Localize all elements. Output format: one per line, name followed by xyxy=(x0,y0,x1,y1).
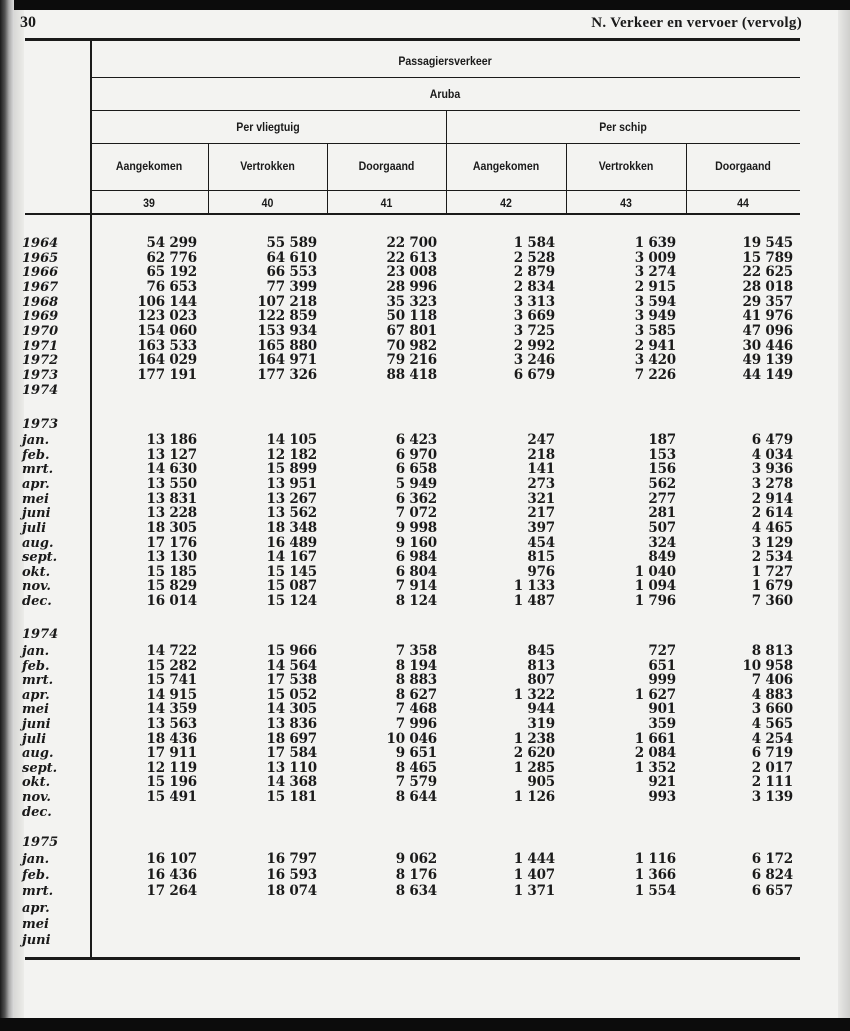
next-page-edge xyxy=(838,10,850,1020)
table-cell: 141 xyxy=(527,461,555,478)
table-cell: 1 679 xyxy=(751,578,793,595)
row-label: 1964 xyxy=(22,236,59,251)
table-cell: 107 218 xyxy=(257,293,317,310)
table-cell: 1 133 xyxy=(513,578,555,595)
row-label: mrt. xyxy=(22,462,54,478)
table-cell: 454 xyxy=(527,534,555,551)
table-cell: 14 368 xyxy=(266,774,317,791)
table-cell: 3 585 xyxy=(634,323,676,339)
table-cell: 3 129 xyxy=(751,534,793,551)
table-cell: 16 593 xyxy=(266,867,317,884)
table-cell: 8 194 xyxy=(395,657,437,674)
table-cell: 14 564 xyxy=(266,657,317,674)
table-cell: 15 789 xyxy=(742,249,793,266)
table-cell: 7 579 xyxy=(395,774,437,791)
table-cell: 2 528 xyxy=(513,249,555,266)
table-cell: 1 487 xyxy=(513,593,555,609)
table-cell: 13 951 xyxy=(266,475,317,492)
table-cell: 15 145 xyxy=(266,563,317,580)
row-label: dec. xyxy=(22,594,52,609)
table-cell: 1 407 xyxy=(513,867,555,884)
column-header: Doorgaand xyxy=(715,159,771,173)
table-cell: 1 371 xyxy=(513,883,555,900)
table-cell: 122 859 xyxy=(257,308,317,325)
table-cell: 14 630 xyxy=(146,461,197,478)
table-cell: 3 313 xyxy=(513,293,555,310)
row-label: 1972 xyxy=(22,353,59,369)
table-cell: 15 181 xyxy=(266,789,317,805)
table-cell: 1 238 xyxy=(513,730,555,747)
table-cell: 17 176 xyxy=(146,534,197,551)
table-cell: 10 958 xyxy=(742,657,793,674)
table-cell: 15 741 xyxy=(146,672,197,689)
table-cell: 845 xyxy=(527,643,555,659)
bottom-rule xyxy=(25,957,800,960)
table-cell: 164 971 xyxy=(257,352,317,369)
table-cell: 807 xyxy=(527,672,555,689)
table-cell: 3 949 xyxy=(634,308,676,325)
row-label: 1969 xyxy=(22,309,59,325)
table-cell: 13 563 xyxy=(146,716,197,732)
running-head: N. Verkeer en vervoer (vervolg) xyxy=(591,15,802,31)
row-label: apr. xyxy=(22,687,50,703)
table-cell: 187 xyxy=(648,432,676,448)
table-cell: 6 657 xyxy=(751,883,793,900)
table-cell: 9 062 xyxy=(395,851,437,867)
table-cell: 12 182 xyxy=(266,446,317,463)
row-label: mei xyxy=(22,491,49,507)
row-label: dec. xyxy=(22,804,52,820)
table-cell: 562 xyxy=(648,475,676,492)
row-label: 1973 xyxy=(22,368,59,383)
table-cell: 49 139 xyxy=(742,352,793,369)
row-label: apr. xyxy=(22,476,50,492)
table-cell: 397 xyxy=(527,519,555,536)
table-cell: 14 167 xyxy=(266,549,317,566)
table-cell: 8 627 xyxy=(395,686,437,703)
table-cell: 153 xyxy=(648,446,676,463)
table-cell: 18 348 xyxy=(266,519,317,536)
table-cell: 22 613 xyxy=(386,249,437,266)
table-cell: 6 479 xyxy=(751,432,793,448)
table-cell: 15 052 xyxy=(266,686,317,703)
row-label: 1971 xyxy=(22,338,59,354)
table-cell: 4 565 xyxy=(751,716,793,732)
table-cell: 17 584 xyxy=(266,745,317,762)
row-label: feb. xyxy=(22,658,50,674)
column-number: 44 xyxy=(737,196,749,210)
table-cell: 2 017 xyxy=(751,759,793,776)
table-cell: 64 610 xyxy=(266,249,317,266)
table-cell: 28 018 xyxy=(742,279,793,295)
table-cell: 17 538 xyxy=(266,672,317,689)
table-cell: 944 xyxy=(527,701,555,718)
table-cell: 813 xyxy=(527,657,555,674)
table-cell: 15 124 xyxy=(266,593,317,609)
table-cell: 2 534 xyxy=(751,549,793,566)
scan-top-border xyxy=(0,0,850,10)
row-label: juni xyxy=(22,933,51,948)
table-cell: 1 285 xyxy=(513,759,555,776)
table-cell: 999 xyxy=(648,672,676,689)
table-cell: 15 196 xyxy=(146,774,197,791)
table-cell: 3 420 xyxy=(634,352,676,369)
table-cell: 28 996 xyxy=(386,279,437,295)
table-cell: 2 111 xyxy=(751,774,793,791)
row-label: aug. xyxy=(22,746,54,762)
table-cell: 1 040 xyxy=(634,563,676,580)
table-cell: 15 491 xyxy=(146,789,197,805)
table-cell: 651 xyxy=(648,657,676,674)
table-cell: 273 xyxy=(527,475,555,492)
column-rule xyxy=(208,143,209,214)
table-cell: 7 358 xyxy=(395,643,437,659)
table-cell: 1 639 xyxy=(634,235,676,251)
table-cell: 8 176 xyxy=(395,867,437,884)
table-cell: 1 796 xyxy=(634,593,676,609)
table-cell: 277 xyxy=(648,490,676,507)
table-cell: 1 094 xyxy=(634,578,676,595)
table-cell: 8 644 xyxy=(395,789,437,805)
row-label: aug. xyxy=(22,535,54,551)
stub-rule xyxy=(90,40,92,960)
mode-heading-air: Per vliegtuig xyxy=(236,120,300,134)
column-number: 42 xyxy=(500,196,512,210)
table-cell: 2 620 xyxy=(513,745,555,762)
header-rule xyxy=(90,143,800,144)
table-cell: 849 xyxy=(648,549,676,566)
table-cell: 319 xyxy=(527,716,555,732)
period-heading: 1973 xyxy=(22,417,59,432)
table-cell: 1 126 xyxy=(513,789,555,805)
table-cell: 507 xyxy=(648,519,676,536)
book-binding xyxy=(0,0,14,1031)
table-cell: 165 880 xyxy=(257,337,317,354)
table-cell: 8 813 xyxy=(751,643,793,659)
row-label: juli xyxy=(22,731,47,747)
table-cell: 6 362 xyxy=(395,490,437,507)
header-rule xyxy=(90,77,800,78)
column-number: 40 xyxy=(261,196,274,210)
table-cell: 7 406 xyxy=(751,672,793,689)
table-cell: 177 326 xyxy=(257,367,317,383)
table-cell: 2 614 xyxy=(751,505,793,522)
table-cell: 50 118 xyxy=(386,308,437,325)
table-cell: 15 899 xyxy=(266,461,317,478)
table-cell: 3 660 xyxy=(751,701,793,718)
row-label: sept. xyxy=(22,760,58,776)
row-label: 1966 xyxy=(22,265,59,281)
table-cell: 3 274 xyxy=(634,264,676,281)
table-cell: 1 366 xyxy=(634,867,676,884)
table-cell: 29 357 xyxy=(742,293,793,310)
table-cell: 6 824 xyxy=(751,867,793,884)
table-cell: 163 533 xyxy=(137,337,197,354)
table-cell: 281 xyxy=(648,505,676,522)
row-label: okt. xyxy=(22,775,51,791)
table-cell: 79 216 xyxy=(386,352,437,369)
table-cell: 993 xyxy=(648,789,676,805)
row-label: mei xyxy=(22,916,49,932)
table-cell: 9 998 xyxy=(395,519,437,536)
column-rule xyxy=(446,110,447,214)
row-label: apr. xyxy=(22,900,50,916)
row-label: mrt. xyxy=(22,673,54,689)
table-cell: 6 679 xyxy=(513,367,555,383)
table-cell: 1 322 xyxy=(513,686,555,703)
table-cell: 218 xyxy=(527,446,555,463)
scan-bottom-border xyxy=(0,1018,850,1031)
table-cell: 4 034 xyxy=(751,446,793,463)
table-cell: 17 911 xyxy=(146,745,197,762)
table-cell: 2 992 xyxy=(513,337,555,354)
table-cell: 15 087 xyxy=(266,578,317,595)
table-cell: 1 554 xyxy=(634,883,676,900)
table-cell: 3 278 xyxy=(751,475,793,492)
table-cell: 8 124 xyxy=(395,593,437,609)
table-cell: 8 883 xyxy=(395,672,437,689)
table-cell: 17 264 xyxy=(146,883,197,900)
table-cell: 13 550 xyxy=(146,475,197,492)
column-header: Vertrokken xyxy=(598,159,654,173)
table-cell: 7 914 xyxy=(395,578,437,595)
column-number: 43 xyxy=(620,196,632,210)
table-cell: 14 105 xyxy=(266,432,317,448)
table-cell: 1 627 xyxy=(634,686,676,703)
row-label: feb. xyxy=(22,447,50,463)
table-cell: 9 160 xyxy=(395,534,437,551)
table-cell: 6 719 xyxy=(751,745,793,762)
table-cell: 76 653 xyxy=(146,279,197,295)
table-cell: 15 185 xyxy=(146,563,197,580)
table-cell: 4 254 xyxy=(751,730,793,747)
table-cell: 2 834 xyxy=(513,279,555,295)
table-cell: 88 418 xyxy=(386,367,437,383)
table-cell: 106 144 xyxy=(137,293,197,310)
row-label: juli xyxy=(22,520,47,536)
table-cell: 22 625 xyxy=(742,264,793,281)
row-label: jan. xyxy=(22,433,50,448)
table-cell: 3 139 xyxy=(751,789,793,805)
table-cell: 16 797 xyxy=(266,851,317,867)
table-cell: 359 xyxy=(648,716,676,732)
table-cell: 164 029 xyxy=(137,352,197,369)
table-cell: 7 072 xyxy=(395,505,437,522)
table-cell: 13 228 xyxy=(146,505,197,522)
table-cell: 1 352 xyxy=(634,759,676,776)
table-cell: 35 323 xyxy=(386,293,437,310)
column-number: 39 xyxy=(143,196,155,210)
page-number: 30 xyxy=(20,14,36,31)
table-cell: 1 584 xyxy=(513,235,555,251)
column-header: Aangekomen xyxy=(115,159,183,173)
table-cell: 47 096 xyxy=(742,323,793,339)
table-cell: 77 399 xyxy=(266,279,317,295)
header-rule xyxy=(90,190,800,191)
table-cell: 7 360 xyxy=(751,593,793,609)
top-rule xyxy=(25,38,800,41)
table-cell: 66 553 xyxy=(266,264,317,281)
row-label: okt. xyxy=(22,564,51,580)
table-cell: 14 359 xyxy=(146,701,197,718)
header-rule xyxy=(90,110,800,111)
table-cell: 30 446 xyxy=(742,337,793,354)
table-cell: 2 879 xyxy=(513,264,555,281)
table-cell: 3 669 xyxy=(513,308,555,325)
table-cell: 55 589 xyxy=(266,235,317,251)
table-cell: 15 966 xyxy=(266,643,317,659)
table-cell: 3 936 xyxy=(751,461,793,478)
table-cell: 921 xyxy=(648,774,676,791)
table-cell: 8 465 xyxy=(395,759,437,776)
table-cell: 16 436 xyxy=(146,867,197,884)
table-cell: 13 267 xyxy=(266,490,317,507)
table-cell: 4 465 xyxy=(751,519,793,536)
table-cell: 18 074 xyxy=(266,883,317,900)
table-cell: 13 130 xyxy=(146,549,197,566)
table-cell: 16 107 xyxy=(146,851,197,867)
table-cell: 7 468 xyxy=(395,701,437,718)
table-cell: 41 976 xyxy=(742,308,793,325)
table-cell: 13 186 xyxy=(146,432,197,448)
table-cell: 14 305 xyxy=(266,701,317,718)
row-label: jan. xyxy=(22,852,50,867)
column-rule xyxy=(566,143,567,214)
table-cell: 6 970 xyxy=(395,446,437,463)
table-cell: 2 914 xyxy=(751,490,793,507)
table-cell: 44 149 xyxy=(742,367,793,383)
column-header: Vertrokken xyxy=(240,159,295,173)
table-cell: 14 915 xyxy=(146,686,197,703)
table-cell: 156 xyxy=(648,461,676,478)
column-number: 41 xyxy=(380,196,393,210)
table-cell: 217 xyxy=(527,505,555,522)
row-label: juni xyxy=(22,717,51,732)
table-cell: 13 836 xyxy=(266,716,317,732)
row-label: 1974 xyxy=(22,382,59,398)
table-cell: 1 116 xyxy=(634,851,676,867)
row-label: mei xyxy=(22,702,49,718)
table-cell: 976 xyxy=(527,563,555,580)
table-cell: 16 489 xyxy=(266,534,317,551)
table-cell: 13 127 xyxy=(146,446,197,463)
table-cell: 18 305 xyxy=(146,519,197,536)
table-cell: 12 119 xyxy=(146,759,197,776)
column-header: Aangekomen xyxy=(472,159,540,173)
table-cell: 13 110 xyxy=(266,759,317,776)
table-cell: 5 949 xyxy=(395,475,437,492)
table-cell: 4 883 xyxy=(751,686,793,703)
row-label: 1968 xyxy=(22,294,59,310)
table-cell: 13 562 xyxy=(266,505,317,522)
row-label: 1970 xyxy=(22,324,59,339)
table-cell: 6 423 xyxy=(395,432,437,448)
table-cell: 901 xyxy=(648,701,676,718)
table-cell: 247 xyxy=(527,432,555,448)
period-heading: 1974 xyxy=(22,627,59,642)
row-label: jan. xyxy=(22,644,50,659)
table-cell: 14 722 xyxy=(146,643,197,659)
period-heading: 1975 xyxy=(22,835,59,850)
table-cell: 65 192 xyxy=(146,264,197,281)
table-cell: 16 014 xyxy=(146,593,197,609)
table-cell: 19 545 xyxy=(742,235,793,251)
table-cell: 727 xyxy=(648,643,676,659)
table-cell: 3 594 xyxy=(634,293,676,310)
table-cell: 2 084 xyxy=(634,745,676,762)
table-cell: 6 658 xyxy=(395,461,437,478)
table-cell: 6 804 xyxy=(395,563,437,580)
table-cell: 1 661 xyxy=(634,730,676,747)
table-cell: 67 801 xyxy=(386,323,437,339)
row-label: nov. xyxy=(22,579,51,595)
table-cell: 177 191 xyxy=(137,367,197,383)
table-cell: 2 915 xyxy=(634,279,676,295)
row-label: feb. xyxy=(22,868,50,884)
table-cell: 2 941 xyxy=(634,337,676,354)
table-cell: 62 776 xyxy=(146,249,197,266)
row-label: nov. xyxy=(22,790,51,805)
table-cell: 23 008 xyxy=(386,264,437,281)
row-label: 1965 xyxy=(22,250,59,266)
table-cell: 7 996 xyxy=(395,716,437,732)
table-cell: 3 246 xyxy=(513,352,555,369)
column-rule xyxy=(686,143,687,214)
group-heading: Passagiersverkeer xyxy=(398,54,492,68)
table-cell: 18 436 xyxy=(146,730,197,747)
table-cell: 13 831 xyxy=(146,490,197,507)
row-label: 1967 xyxy=(22,280,59,295)
table-cell: 123 023 xyxy=(137,308,197,325)
table-cell: 70 982 xyxy=(386,337,437,354)
table-cell: 815 xyxy=(527,549,555,566)
table-cell: 22 700 xyxy=(386,235,437,251)
row-label: sept. xyxy=(22,550,58,566)
mode-heading-ship: Per schip xyxy=(599,120,647,134)
table-cell: 3 725 xyxy=(513,323,555,339)
table-cell: 154 060 xyxy=(137,323,197,339)
table-cell: 8 634 xyxy=(395,883,437,900)
table-cell: 153 934 xyxy=(257,323,317,339)
island-heading: Aruba xyxy=(429,87,461,101)
table-cell: 10 046 xyxy=(386,730,437,747)
table-cell: 18 697 xyxy=(266,730,317,747)
table-cell: 15 829 xyxy=(146,578,197,595)
table-cell: 54 299 xyxy=(146,235,197,251)
row-label: mrt. xyxy=(22,884,54,900)
table-cell: 9 651 xyxy=(395,745,437,762)
column-rule xyxy=(327,143,328,214)
table-cell: 1 444 xyxy=(513,851,555,867)
table-cell: 6 172 xyxy=(751,851,793,867)
table-cell: 905 xyxy=(527,774,555,791)
column-header: Doorgaand xyxy=(358,159,415,173)
table-cell: 1 727 xyxy=(751,563,793,580)
table-cell: 3 009 xyxy=(634,249,676,266)
row-label: juni xyxy=(22,506,51,522)
table-cell: 321 xyxy=(527,490,555,507)
header-bottom-rule xyxy=(25,213,800,215)
table-cell: 6 984 xyxy=(395,549,437,566)
table-cell: 7 226 xyxy=(634,367,676,383)
table-cell: 15 282 xyxy=(146,657,197,674)
table-cell: 324 xyxy=(648,534,676,551)
